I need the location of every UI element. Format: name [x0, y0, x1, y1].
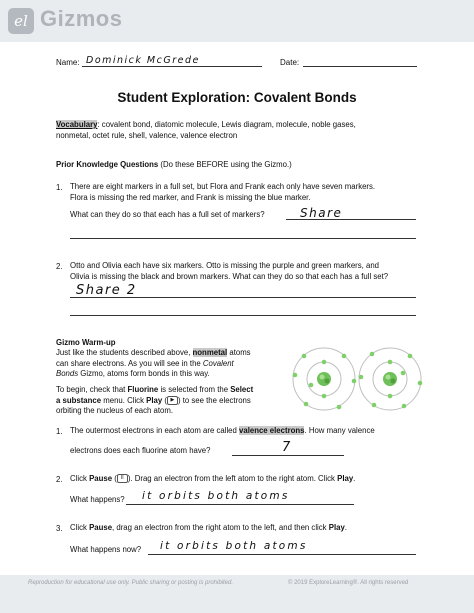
wq2-prompt: What happens? — [70, 495, 125, 504]
wq3-pause: Pause — [89, 523, 113, 532]
wq1-answer-line — [232, 455, 344, 456]
pause-icon[interactable]: II — [117, 474, 128, 483]
warmup-p1-line3: Gizmo, atoms form bonds in this way. — [78, 369, 210, 378]
warmup-p1-italic2: Bonds — [56, 369, 79, 378]
warmup-p1-a: Just like the students described above, — [56, 348, 193, 357]
q1-line1: There are eight markers in a full set, but Flora and Frank each only have seven markers. — [70, 182, 376, 191]
wq3-line1 — [70, 523, 450, 534]
name-line — [82, 66, 262, 67]
wq1-line2: electrons does each fluorine atom have? — [70, 446, 211, 455]
wq1-number: 1. — [56, 427, 63, 436]
wq3-b: , drag an electron from the right atom to the left, and then click — [112, 523, 329, 532]
wq3-prompt: What happens now? — [70, 545, 142, 554]
q1-extra-line[interactable] — [70, 238, 416, 239]
wq3-play: Play — [328, 523, 345, 532]
vocabulary-block — [56, 120, 436, 141]
select-bold: Select — [230, 385, 254, 394]
wq2-pause: Pause — [89, 474, 113, 483]
wq3-answer[interactable]: it orbits both atoms — [160, 540, 308, 552]
wq3-a: Click — [70, 523, 90, 532]
q1-text — [70, 182, 440, 203]
warmup-paragraph-2 — [56, 385, 288, 417]
p2-g: orbiting the nucleus of each atom. — [56, 406, 174, 415]
left-atom — [293, 348, 357, 410]
wq2-answer[interactable]: it orbits both atoms — [142, 490, 290, 502]
wq2-line1 — [70, 474, 450, 485]
valence-electrons-highlight: valence electrons — [239, 426, 305, 435]
wq2-answer-line — [126, 504, 354, 505]
q1-number: 1. — [56, 183, 63, 192]
wq1-b: . How many valence — [304, 426, 375, 435]
wq3-c: . — [344, 523, 347, 532]
warmup-p1-italic: Covalent — [202, 358, 234, 368]
q1-line2: Flora is missing the red marker, and Frank is missing the blue marker. — [70, 192, 311, 202]
q2-extra-line[interactable] — [70, 315, 416, 316]
q1-prompt: What can they do so that each has a full set of markers? — [70, 210, 265, 219]
page-title: Student Exploration: Covalent Bonds — [117, 90, 357, 105]
p2-e: ( — [162, 395, 167, 405]
wq1-line1 — [70, 426, 450, 437]
q2-text — [70, 261, 450, 282]
p2-d: menu. Click — [101, 395, 147, 405]
prior-knowledge-heading — [56, 160, 292, 171]
vocabulary-label: Vocabulary — [56, 120, 98, 129]
wq1-answer[interactable]: 7 — [282, 440, 292, 455]
q1-answer[interactable]: Share — [300, 206, 343, 220]
warmup-p1-b: atoms — [227, 348, 251, 357]
p2-f: ) to see the electrons — [177, 395, 251, 405]
fluorine-bold: Fluorine — [127, 385, 159, 394]
q2-line2: Olivia is missing the black and brown markers. What can they do so that each has a full set? — [70, 271, 389, 281]
substance-bold: a substance — [56, 395, 102, 405]
footer-disclaimer: Reproduction for educational use only. Public sharing or posting is prohibited. — [28, 580, 234, 586]
p2-a: To begin, check that — [56, 385, 128, 394]
wq2-a: Click — [70, 474, 90, 483]
explorelearning-logo: el — [8, 8, 34, 34]
vocabulary-text-2: nonmetal, octet rule, shell, valence, valence electron — [56, 130, 238, 140]
wq2-play: Play — [337, 474, 354, 483]
p2-c: is selected from the — [158, 385, 231, 394]
play-icon[interactable]: ▶ — [167, 396, 178, 405]
name-label: Name: — [56, 58, 80, 67]
date-field[interactable] — [303, 66, 417, 67]
wq2-c: ). Drag an electron from the left atom to the right atom. Click — [127, 474, 338, 483]
footer-copyright: © 2019 ExploreLearning®. All rights reserved — [288, 580, 409, 586]
wq3-answer-line — [148, 554, 416, 555]
q2-answer-line[interactable] — [70, 297, 416, 298]
vocabulary-text-1: : covalent bond, diatomic molecule, Lewis diagram, molecule, noble gases, — [97, 120, 356, 129]
warmup-p1-line2: can share electrons. As you will see in the — [56, 358, 203, 368]
q2-line1: Otto and Olivia each have six markers. Otto is missing the purple and green markers, and — [70, 261, 379, 270]
prior-heading-text: Prior Knowledge Questions — [56, 160, 159, 169]
fluorine-atoms-figure — [284, 345, 428, 413]
right-atom — [359, 348, 423, 410]
gizmos-brand: Gizmos — [40, 6, 123, 31]
wq2-b: ( — [112, 474, 117, 483]
q2-answer[interactable]: Share 2 — [76, 283, 137, 298]
prior-note: (Do these BEFORE using the Gizmo.) — [158, 160, 292, 169]
warmup-heading: Gizmo Warm-up — [56, 338, 116, 347]
date-label: Date: — [280, 58, 300, 67]
q2-number: 2. — [56, 262, 63, 271]
wq1-a: The outermost electrons in each atom are called — [70, 426, 240, 435]
nonmetal-highlight: nonmetal — [192, 348, 228, 357]
wq3-number: 3. — [56, 524, 63, 533]
warmup-paragraph-1 — [56, 348, 286, 380]
name-field[interactable]: Dominick McGrede — [86, 55, 200, 66]
wq2-number: 2. — [56, 475, 63, 484]
play-bold: Play — [146, 395, 163, 405]
wq2-d: . — [353, 474, 356, 483]
